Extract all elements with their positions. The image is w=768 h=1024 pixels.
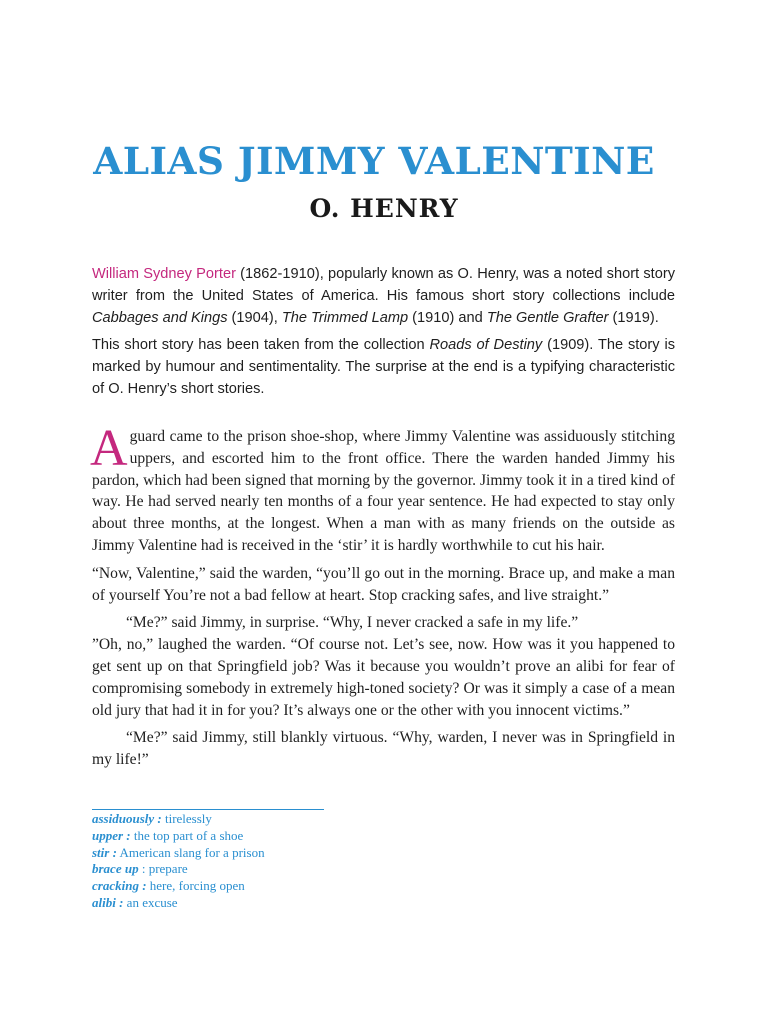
glossary-term: alibi : (92, 894, 124, 910)
story-paragraph-1 (90, 420, 675, 557)
glossary-item (92, 861, 492, 878)
glossary-item (92, 828, 492, 845)
glossary-item (92, 845, 492, 862)
glossary-term: brace up (92, 861, 139, 877)
intro-paragraph-2 (92, 335, 675, 400)
book-title: Cabbages and Kings (92, 309, 228, 326)
book-title: Roads of Destiny (429, 337, 543, 354)
story-paragraph-4: ”Oh, no,” laughed the warden. “Of course not. Let’s see, now. How was it you happened to get sent up on that Springfield job? Was it because you wouldn’t prove an alibi for fear of compromising somebody in extremely high-toned society? Or was it simply a case of a mean old jury that had it in for you? It’s always one or the other with you innocent victims.” (92, 636, 675, 719)
story-paragraph-2: “Now, Valentine,” said the warden, “you’ll go out in the morning. Brace up, and make a man of yourself You’re not a bad fellow at heart. Stop cracking safes, and live straight.” (92, 564, 675, 604)
story-author: O. HENRY (309, 194, 459, 223)
glossary-definition: here, forcing open (146, 878, 245, 894)
glossary-item (92, 878, 492, 895)
glossary-term: cracking : (92, 878, 147, 894)
glossary-item (92, 895, 492, 912)
glossary (92, 811, 492, 912)
glossary-definition: an excuse (123, 894, 178, 910)
glossary-definition: : prepare (138, 861, 188, 877)
intro-text: This short story has been taken from the collection (92, 337, 430, 354)
glossary-divider (92, 809, 324, 810)
glossary-definition: tirelessly (161, 811, 212, 826)
author-introduction (92, 264, 675, 407)
story-title: ALIAS JIMMY VALENTINE (93, 139, 655, 183)
intro-paragraph-1 (92, 264, 675, 329)
glossary-definition: the top part of a shoe (130, 827, 244, 843)
glossary-definition: American slang for a prison (116, 844, 265, 860)
author-full-name: William Sydney Porter (92, 266, 236, 282)
story-text (90, 420, 675, 771)
paragraph-text: guard came to the prison shoe-shop, where Jimmy Valentine was assiduously stitching uppers, and escorted him to the front office. There the warden handed Jimmy his pardon, which had been signed that morning by the governor. Jimmy took it in a tired kind of way. He had served nearly ten months of a four year sentence. He had expected to stay only about three months, at the longest. When a man with as many friends on the outside as Jimmy Valentine had is received in the ‘stir’ it is hardly worthwhile to cut his hair. (92, 428, 675, 554)
drop-cap: A (90, 420, 128, 477)
book-title: The Gentle Grafter (486, 309, 609, 326)
intro-text: (1909). The story is marked by humour and sentimentality. The surprise at the end is a typifying characteristic of O. Henry’s short stories. (92, 337, 675, 397)
glossary-term: stir : (92, 844, 117, 860)
intro-text: (1904), (227, 309, 282, 326)
glossary-term: upper : (92, 827, 131, 843)
glossary-term: assiduously : (92, 811, 162, 826)
intro-text: (1862-1910), popularly known as O. Henry, was a noted short story writer from the United States of America. His famous short story collections include (92, 266, 676, 304)
glossary-item (92, 811, 492, 828)
intro-text: (1919). (608, 309, 659, 326)
intro-text: (1910) and (408, 309, 487, 326)
story-paragraph-3: “Me?” said Jimmy, in surprise. “Why, I never cracked a safe in my life.” (126, 614, 579, 632)
book-title: The Trimmed Lamp (281, 309, 409, 326)
story-paragraph-5: “Me?” said Jimmy, still blankly virtuous. “Why, warden, I never was in Springfield in my life!” (92, 729, 675, 769)
